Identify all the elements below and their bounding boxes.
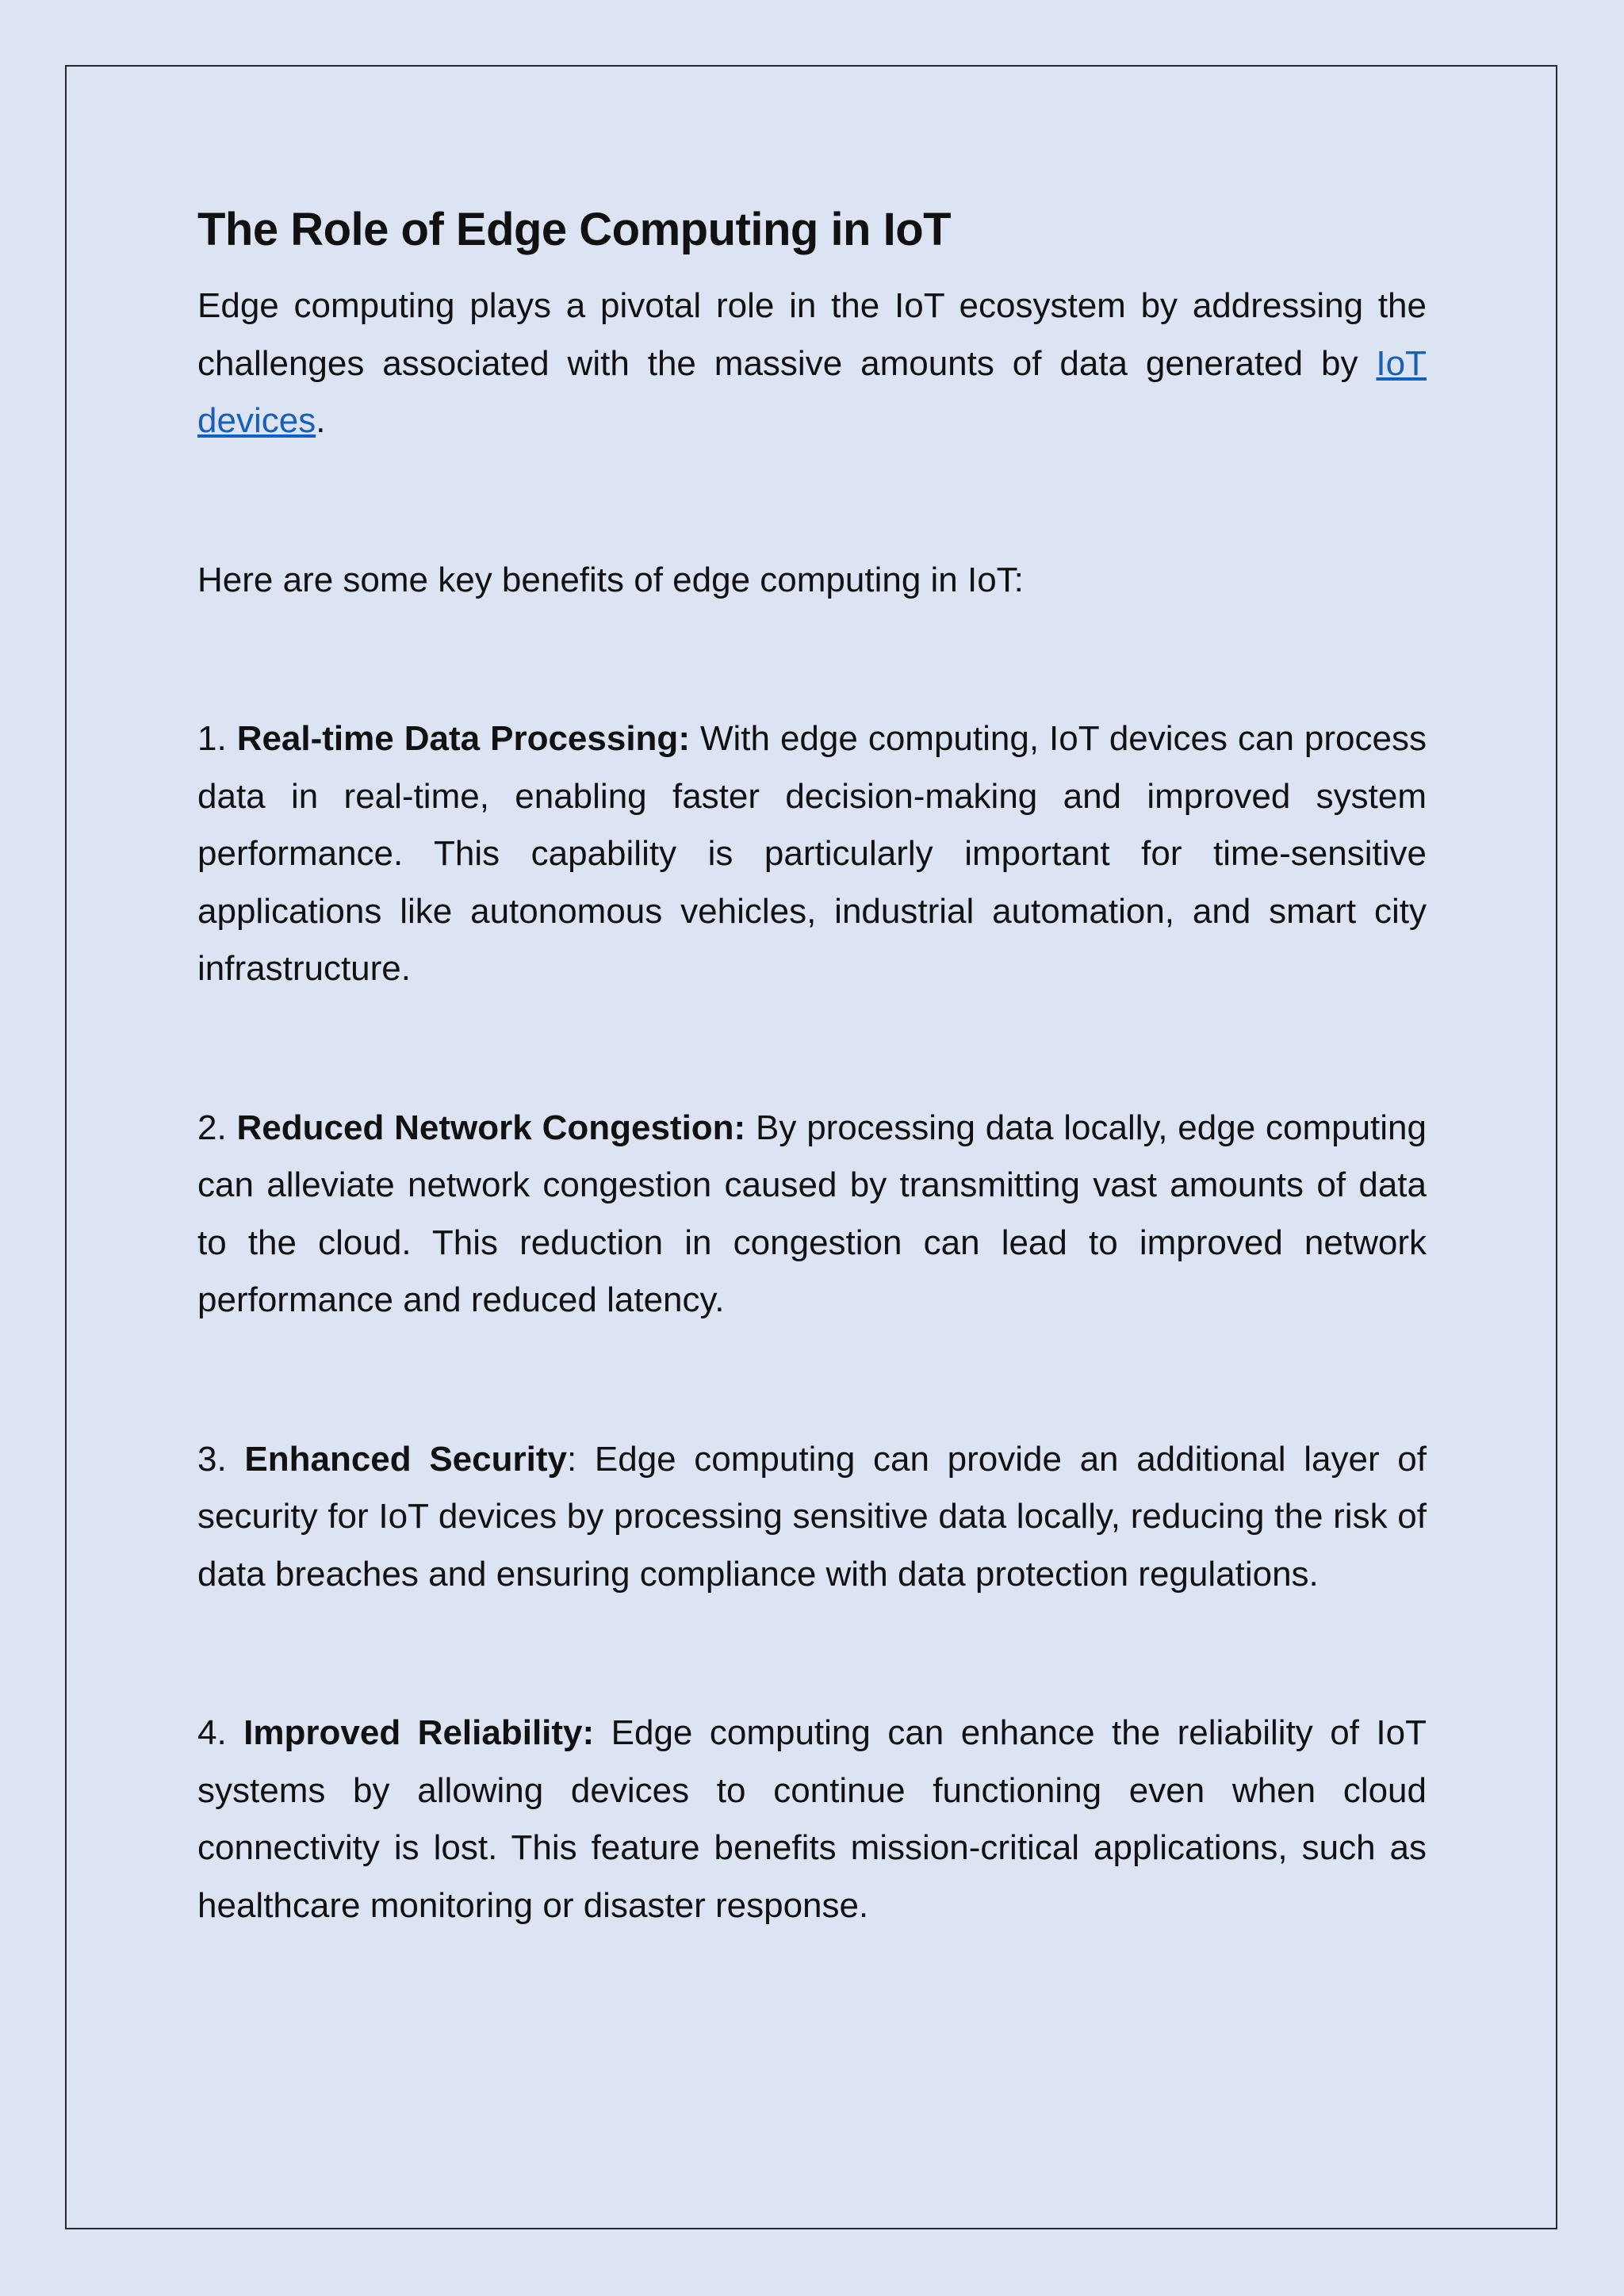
intro-text: Edge computing plays a pivotal role in the IoT ecosystem by addressing the challenges associated with the massive amounts of data generated by <box>197 286 1427 383</box>
benefit-heading: Real-time Data Processing: <box>236 719 690 758</box>
benefit-heading: Reduced Network Congestion: <box>236 1108 746 1147</box>
benefit-text: By processing data locally, edge computing can alleviate network congestion caused by transmitting vast amounts of data to the cloud. This reduction in congestion can lead to improved network performance and reduced latency. <box>197 1108 1427 1319</box>
benefit-number: 4. <box>197 1713 244 1752</box>
benefit-number: 2. <box>197 1108 237 1147</box>
page-title: The Role of Edge Computing in IoT <box>197 204 952 255</box>
benefits-lead: Here are some key benefits of edge computing in IoT: <box>197 560 1024 599</box>
document-body <box>197 198 1427 1934</box>
iot-devices-link[interactable]: IoT devices <box>197 343 1427 440</box>
benefit-number: 3. <box>197 1439 245 1479</box>
intro-paragraph <box>197 277 1427 450</box>
benefit-text: : Edge computing can provide an additional layer of security for IoT devices by processing sensitive data locally, reducing the risk of data breaches and ensuring compliance with data protection regulations. <box>197 1439 1427 1594</box>
spacer <box>197 1330 1427 1431</box>
spacer <box>197 609 1427 710</box>
spacer <box>197 450 1427 552</box>
benefit-number: 1. <box>197 719 237 758</box>
benefit-text: With edge computing, IoT devices can process data in real-time, enabling faster decision-making and improved system performance. This capability is particularly important for time-sensitive applications like autonomous vehicles, industrial automation, and smart city infrastructure. <box>197 719 1427 988</box>
benefit-item-1 <box>197 710 1427 998</box>
spacer <box>197 1603 1427 1705</box>
intro-end: . <box>316 401 326 440</box>
benefit-item-2 <box>197 1100 1427 1330</box>
benefit-item-4 <box>197 1705 1427 1934</box>
benefit-item-3 <box>197 1431 1427 1604</box>
benefit-heading: Improved Reliability: <box>243 1713 595 1752</box>
benefit-text: Edge computing can enhance the reliability of IoT systems by allowing devices to continue functioning even when cloud connectivity is lost. This feature benefits mission-critical applications, such as healthcare monitoring or disaster response. <box>197 1713 1427 1925</box>
benefit-heading: Enhanced Security <box>244 1439 567 1479</box>
spacer <box>197 998 1427 1100</box>
